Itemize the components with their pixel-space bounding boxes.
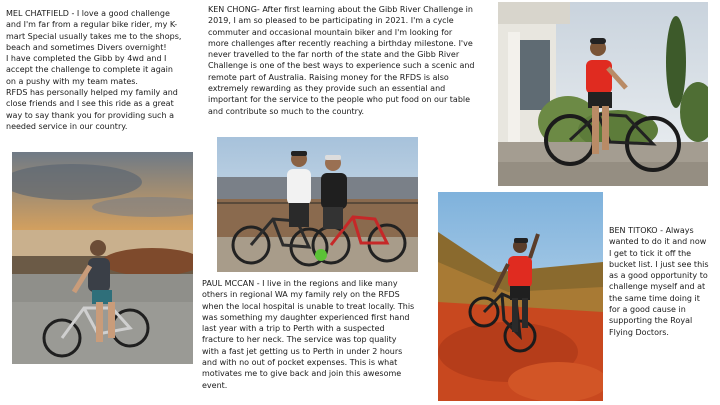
profile-ben-text: BEN TITOKO - Always wanted to do it and now I get to tick it off the bucket list. I just see this as a good opportunity to challenge myself and at the same time doing it for a good cause in supporting the Royal Flying Doctors.: [609, 226, 709, 337]
photo-ken-cycling: [498, 2, 708, 186]
profile-paul-text: PAUL MCCAN - I live in the regions and like many others in regional WA my family rely on the RFDS when the local hospital is unable to treat locally. This was something my daughter experienced first hand last year with a trip to Perth with a suspected fracture to her neck. The service was top quality with a fast jet getting us to Perth in under 2 hours and with no out of pocket expenses. This is what motivates me to give back and join this awesome event.: [202, 279, 415, 390]
profile-mel-text: MEL CHATFIELD - I love a good challenge and I'm far from a regular bike rider, my K- mart Special usually takes me to the shops, beach and sometimes Divers overnight! I have completed the Gibb by 4wd and I accept the challenge to complete it again on a pushy with my team mates. RFDS has personally helped my family and close friends and I see this ride as a great way to say thank you for providing such a needed service in our country.: [6, 9, 182, 131]
profile-ken-text: KEN CHONG- After first learning about the Gibb River Challenge in 2019, I am so pleased to be participating in 2021. I'm a cycle commuter and occasional mountain biker and I'm looking for more challenges after recently reaching a birthday milestone. I've never travelled to the far north of the state and the Gibb River Challenge is one of the best ways to experience such a scenic and remote part of Australia. Raising money for the RFDS is also extremely rewarding as they provide such an essential and important for the service to the people who put food on our table and contribute so much to the country.: [208, 5, 475, 116]
photo-ben-red-dirt: [438, 192, 603, 401]
photo-paul-ken-bikes: [217, 137, 418, 272]
photo-mel-beach: [12, 152, 193, 364]
